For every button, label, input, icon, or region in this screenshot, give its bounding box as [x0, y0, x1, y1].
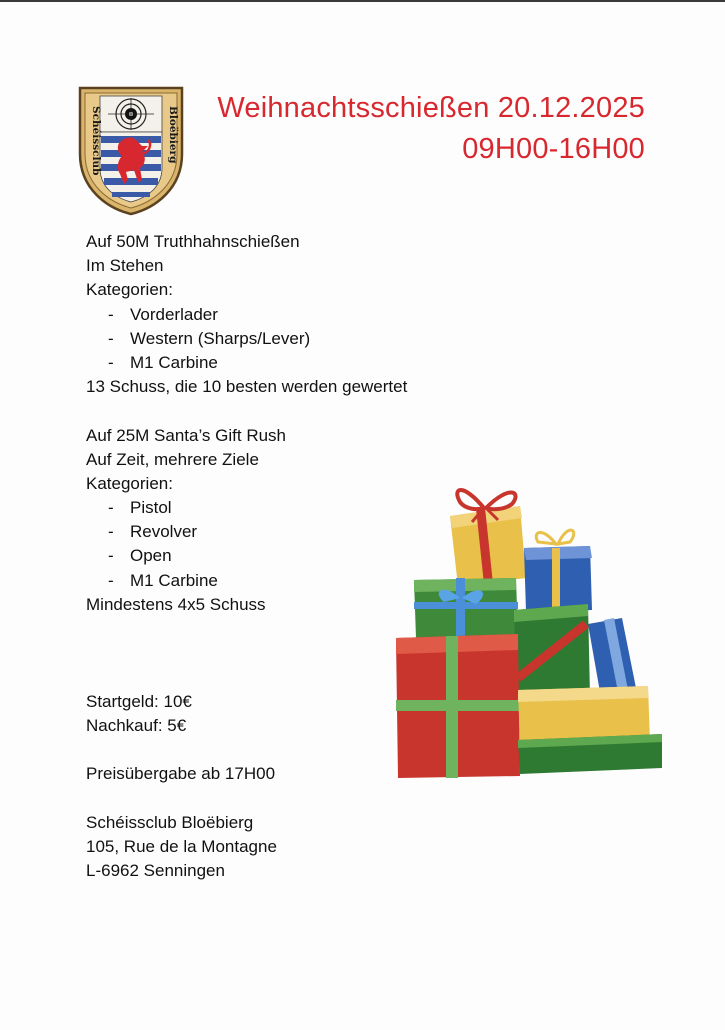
top-border [0, 0, 725, 2]
address-name: Schéissclub Bloëbierg [86, 812, 254, 832]
list-item: - Vorderlader [108, 304, 218, 324]
start-fee: Startgeld: 10€ [86, 691, 192, 711]
gift-yellow-top [450, 490, 526, 586]
event1-categories-label: Kategorien: [86, 280, 173, 300]
list-item: - Revolver [108, 522, 198, 542]
address-street: 105, Rue de la Montagne [86, 836, 277, 856]
gift-yellow-bottom [518, 686, 650, 744]
gift-green-middle [414, 578, 518, 638]
list-item: - M1 Carbine [108, 352, 218, 372]
list-item: - Open [108, 546, 172, 566]
title-date: Weihnachtsschießen 20.12.2025 [217, 92, 645, 124]
event2-heading: Auf 25M Santa’s Gift Rush [86, 425, 287, 445]
gift-blue-small [524, 530, 592, 612]
event1-rule: 13 Schuss, die 10 besten werden gewertet [86, 377, 408, 397]
logo-text-right: Bloëbierg [167, 106, 179, 164]
logo-text-left: Schéissclub [90, 106, 102, 176]
gift-green-striped [514, 604, 590, 700]
award-time: Preisübergabe ab 17H00 [86, 764, 276, 784]
rebuy-fee: Nachkauf: 5€ [86, 715, 187, 735]
event2-categories-label: Kategorien: [86, 473, 173, 493]
list-item: - M1 Carbine [108, 570, 218, 590]
event-title [217, 88, 645, 170]
club-crest-logo [76, 84, 186, 216]
event1-heading: Auf 50M Truthhahnschießen [86, 232, 300, 251]
event2-mode: Auf Zeit, mehrere Ziele [86, 449, 259, 469]
gift-green-bottom [518, 734, 662, 774]
list-item: - Pistol [108, 498, 172, 518]
title-time: 09H00-16H00 [462, 133, 645, 165]
list-item: - Western (Sharps/Lever) [108, 328, 311, 348]
gift-red-large [396, 634, 520, 778]
event1-position: Im Stehen [86, 256, 164, 276]
gift-blue-right [588, 618, 636, 692]
event2-rule: Mindestens 4x5 Schuss [86, 594, 266, 614]
address-city: L-6962 Senningen [86, 860, 225, 880]
gift-boxes-illustration [392, 478, 667, 780]
